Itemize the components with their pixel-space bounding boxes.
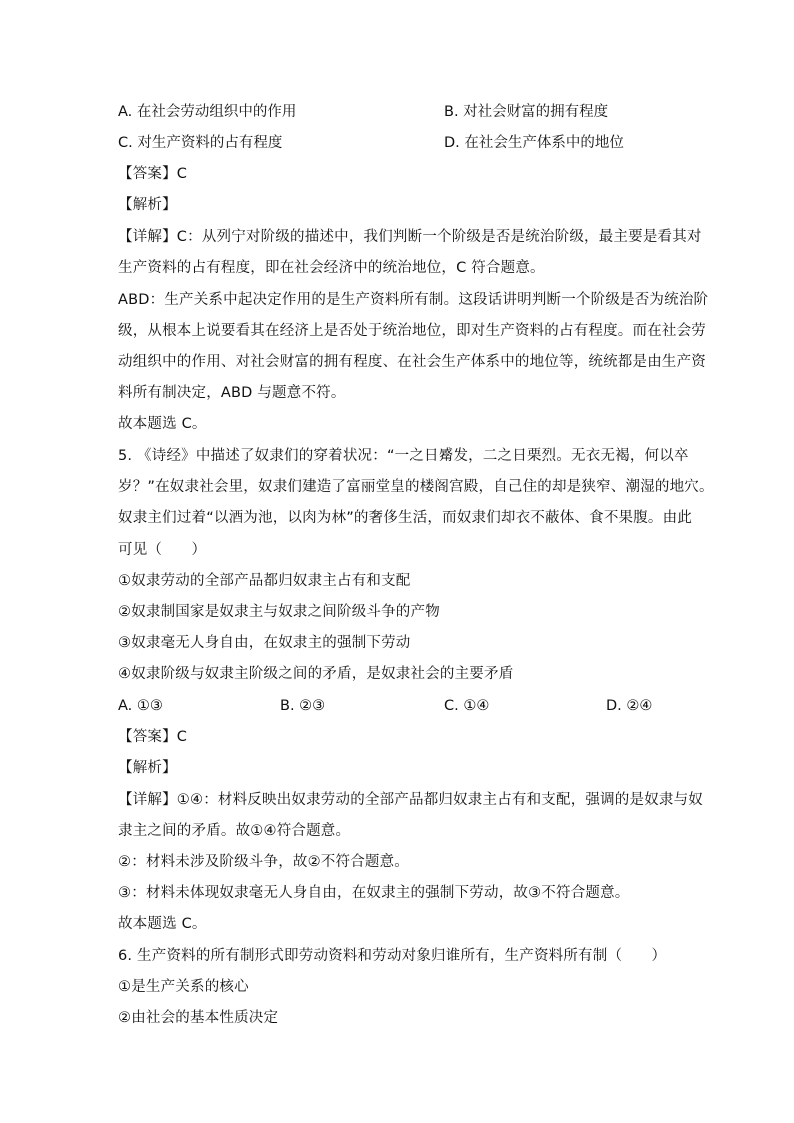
q4-detail-line: 级，从根本上说要看其在经济上是否处于统治地位，即对生产资料的占有程度。而在社会劳 — [118, 323, 706, 339]
q5-option-b: B. ②③ — [280, 698, 326, 714]
q4-conclusion: 故本题选 C。 — [118, 416, 207, 432]
q4-detail-line: 【详解】C：从列宁对阶级的描述中，我们判断一个阶级是否是统治阶级，最主要是看其对 — [118, 229, 702, 245]
q4-detail-line: 动组织中的作用、对社会财富的拥有程度、在社会生产体系中的地位等，统统都是由生产资 — [118, 354, 706, 370]
q5-answer: 【答案】C — [118, 729, 188, 745]
q4-detail-line: 生产资料的占有程度，即在社会经济中的统治地位，C 符合题意。 — [118, 260, 545, 276]
q5-option-c: C. ①④ — [444, 698, 490, 714]
q5-stem-line: 奴隶主们过着“以酒为池，以肉为林”的奢侈生活，而奴隶们却衣不蔽体、食不果腹。由此 — [118, 510, 693, 526]
q5-option-a: A. ①③ — [118, 698, 163, 714]
q5-statement: ④奴隶阶级与奴隶主阶级之间的矛盾，是奴隶社会的主要矛盾 — [118, 666, 514, 682]
q5-stem-line: 可见（ ） — [118, 542, 207, 558]
q4-option-d: D. 在社会生产体系中的地位 — [444, 135, 624, 151]
q6-stem: 6. 生产资料的所有制形式即劳动资料和劳动对象归谁所有，生产资料所有制（ ） — [118, 948, 667, 964]
q5-statement: ③奴隶毫无人身自由，在奴隶主的强制下劳动 — [118, 635, 411, 651]
q5-conclusion: 故本题选 C。 — [118, 916, 207, 932]
q4-options-row-2 — [118, 133, 698, 153]
q5-detail-line: 【详解】①④：材料反映出奴隶劳动的全部产品都归奴隶主占有和支配，强调的是奴隶与奴 — [118, 792, 703, 808]
q6-statement: ②由社会的基本性质决定 — [118, 1010, 279, 1026]
q5-statement: ②奴隶制国家是奴隶主与奴隶之间阶级斗争的产物 — [118, 604, 440, 620]
q4-detail-line: ABD：生产关系中起决定作用的是生产资料所有制。这段话讲明判断一个阶级是否为统治阶 — [118, 292, 709, 308]
q4-option-a: A. 在社会劳动组织中的作用 — [118, 104, 297, 120]
q5-options-row — [118, 696, 698, 716]
q5-stem-line: 岁？”在奴隶社会里，奴隶们建造了富丽堂皇的楼阁宫殿，自己住的却是狭窄、潮湿的地穴。 — [118, 479, 714, 495]
q5-detail-line: ②：材料未涉及阶级斗争，故②不符合题意。 — [118, 854, 409, 870]
q5-statement: ①奴隶劳动的全部产品都归奴隶主占有和支配 — [118, 573, 411, 589]
q6-statement: ①是生产关系的核心 — [118, 979, 249, 995]
q4-option-c: C. 对生产资料的占有程度 — [118, 135, 283, 151]
q5-option-d: D. ②④ — [606, 698, 653, 714]
q4-answer: 【答案】C — [118, 166, 188, 182]
q4-option-b: B. 对社会财富的拥有程度 — [444, 104, 609, 120]
q4-options-row-1 — [118, 102, 698, 122]
q5-stem-line: 5. 《诗经》中描述了奴隶们的穿着状况：“一之日觱发，二之日栗烈。无衣无褐，何以卒 — [118, 448, 689, 464]
q5-detail-line: ③：材料未体现奴隶毫无人身自由，在奴隶主的强制下劳动，故③不符合题意。 — [118, 885, 630, 901]
q4-detail-line: 料所有制决定，ABD 与题意不符。 — [118, 385, 346, 401]
q4-analysis-label: 【解析】 — [118, 197, 177, 213]
q5-detail-line: 隶主之间的矛盾。故①④符合题意。 — [118, 823, 351, 839]
q5-analysis-label: 【解析】 — [118, 760, 177, 776]
